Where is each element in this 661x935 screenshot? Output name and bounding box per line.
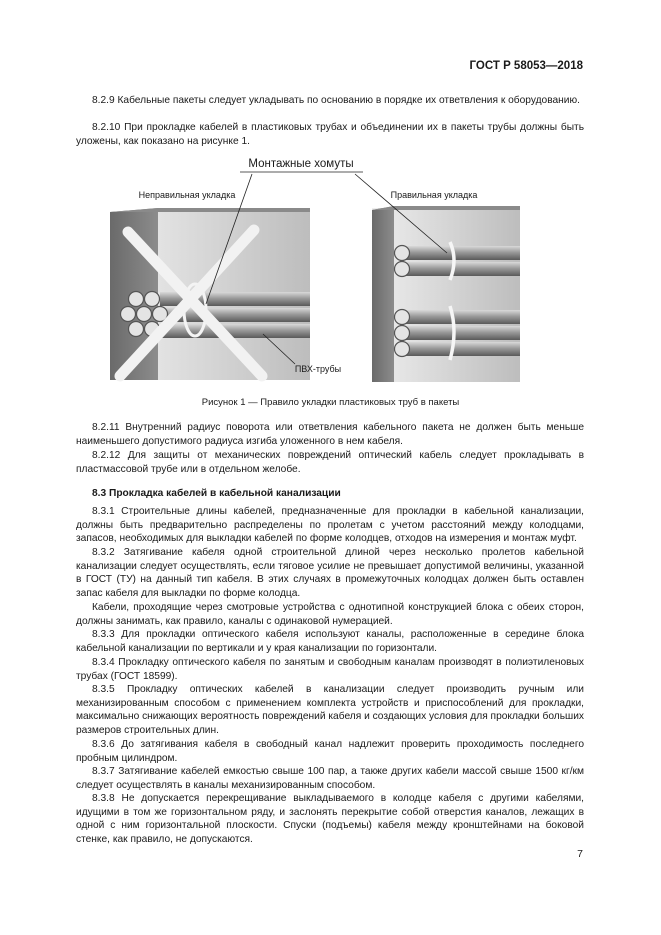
paragraph-8-3-3: 8.3.3 Для прокладки оптического кабеля используют каналы, расположенные в середине блока кабельной канализации по вертикали и у края канализации по горизонтали.	[76, 629, 584, 654]
label-mounting-clamps: Монтажные хомуты	[248, 158, 354, 170]
figure-1	[0, 150, 661, 390]
wrong-layout-panel	[110, 208, 310, 380]
figure-caption: Рисунок 1 — Правило укладки пластиковых труб в пакеты	[201, 397, 460, 408]
figure-illustration	[0, 150, 661, 390]
label-wrong-layout: Неправильная укладка	[138, 190, 236, 200]
paragraph-8-2-9: 8.2.9 Кабельные пакеты следует укладывать по основанию в порядке их ответвления к оборудованию.	[92, 95, 580, 106]
document-standard-header: ГОСТ Р 58053—2018	[469, 60, 583, 72]
label-correct-layout: Правильная укладка	[390, 190, 478, 200]
paragraph-8-2-10: 8.2.10 При прокладке кабелей в пластиковых трубах и объединении их в пакеты трубы должны быть уложены, как показано на рисунке 1.	[76, 122, 584, 147]
paragraph-8-2-11: 8.2.11 Внутренний радиус поворота или ответвления кабельного пакета не должен быть меньше наименьшего допустимого радиуса изгиба уложенного в нем кабеля.	[76, 422, 584, 447]
paragraph-8-3-1: 8.3.1 Строительные длины кабелей, предназначенные для прокладки в кабельной канализации, должны быть предварительно распределены по пролетам с учетом расстояний между колодцами, запасов, необходимых для выкладки кабелей по форме колодцев, отходов на измерения и монтаж муфт.	[76, 506, 584, 545]
label-pvc-pipes: ПВХ-трубы	[294, 364, 342, 374]
paragraph-8-3-6: 8.3.6 До затягивания кабеля в свободный канал надлежит проверить проходимость последнего пробным цилиндром.	[76, 739, 584, 764]
paragraph-8-3-4: 8.3.4 Прокладку оптического кабеля по занятым и свободным каналам производят в полиэтиленовых трубах (ГОСТ 18599).	[76, 657, 584, 682]
paragraph-8-3-2: 8.3.2 Затягивание кабеля одной строительной длиной через несколько пролетов кабельной канализации следует осуществлять, если тяговое усилие не превышает допустимой величины, указанной в ГОСТ (ТУ) на данный тип кабеля. В этих случаях в промежуточных колодцах должен быть оставлен запас кабеля для выкладки по форме колодца.	[76, 547, 584, 599]
paragraph-cables-inspection: Кабели, проходящие через смотровые устройства с однотипной конструкцией блока с обеих сторон, должны занимать, как правило, каналы с одинаковой нумерацией.	[76, 602, 584, 627]
paragraph-8-2-12: 8.2.12 Для защиты от механических повреждений оптический кабель следует прокладывать в пластмассовой трубе или в отдельном желобе.	[76, 450, 584, 475]
section-heading-8-3: 8.3 Прокладка кабелей в кабельной канализации	[92, 488, 341, 499]
paragraph-8-3-8: 8.3.8 Не допускается перекрещивание выкладываемого в колодце кабеля с другими кабелями, идущими в том же горизонтальном ряду, и заслонять перекрытие собой отверстия каналов, лежащих в одной с ним горизонтальной плоскости. Спуски (подъемы) кабеля между кронштейнами на боковой стенке, как правило, не допускаются.	[76, 793, 584, 845]
paragraph-8-3-7: 8.3.7 Затягивание кабелей емкостью свыше 100 пар, а также других кабели массой свыше 1500 кг/км следует осуществлять в каналы механизированным способом.	[76, 766, 584, 791]
paragraph-8-3-5: 8.3.5 Прокладку оптических кабелей в канализации следует производить ручным или механизированным способом с применением комплекта устройств и приспособлений для прокладки, максимально снижающих вероятность повреждений кабеля и создающих условия для прокладки больших размеров строительных длин.	[76, 684, 584, 736]
page-number: 7	[577, 848, 583, 860]
correct-layout-panel	[372, 206, 520, 382]
